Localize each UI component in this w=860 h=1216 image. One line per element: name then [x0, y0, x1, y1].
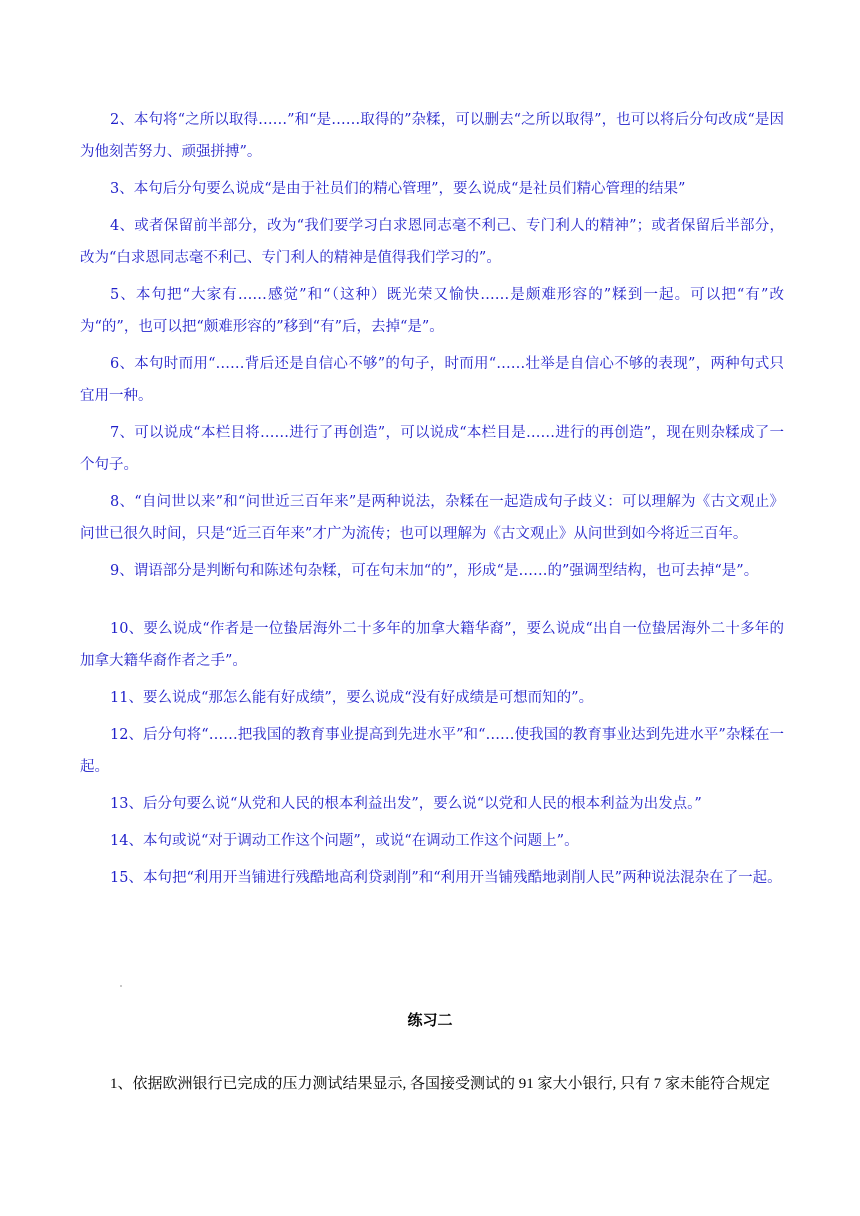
question-item: 1、依据欧洲银行已完成的压力测试结果显示, 各国接受测试的 91 家大小银行, 只有 7 家未能符合规定 [110, 1076, 771, 1092]
answer-item: 3、本句后分句要么说成“是由于社员们的精心管理”，要么说成“是社员们精心管理的结果” [110, 181, 686, 197]
answer-item: 8、“自问世以来”和“问世近三百年来”是两种说法，杂糅在一起造成句子歧义：可以理解为《古文观止》问世已很久时间，只是“近三百年来”才广为流传；也可以理解为《古文观止》从问世到如今将近三百年。 [80, 494, 784, 542]
answer-item: 5、本句把“大家有……感觉”和“（这种）既光荣又愉快……是颇难形容的”糅到一起。可以把“有”改为“的”，也可以把“颇难形容的”移到“有”后，去掉“是”。 [80, 287, 784, 335]
answer-item: 2、本句将“之所以取得……”和“是……取得的”杂糅，可以删去“之所以取得”，也可以将后分句改成“是因为他刻苦努力、顽强拼搏”。 [80, 112, 784, 160]
answer-item: 13、后分句要么说“从党和人民的根本利益出发”，要么说“以党和人民的根本利益为出发点。” [110, 796, 702, 812]
answer-item: 7、可以说成“本栏目将……进行了再创造”，可以说成“本栏目是……进行的再创造”，现在则杂糅成了一个句子。 [80, 425, 784, 473]
answer-item: 14、本句或说“对于调动工作这个问题”，或说“在调动工作这个问题上”。 [110, 833, 579, 849]
answer-item: 11、要么说成“那怎么能有好成绩”，要么说成“没有好成绩是可想而知的”。 [110, 690, 594, 706]
answer-item: 10、要么说成“作者是一位蛰居海外二十多年的加拿大籍华裔”，要么说成“出自一位蛰居海外二十多年的加拿大籍华裔作者之手”。 [80, 621, 784, 669]
answer-item: 4、或者保留前半部分，改为“我们要学习白求恩同志毫不利己、专门利人的精神”；或者保留后半部分，改为“白求恩同志毫不利己、专门利人的精神是值得我们学习的”。 [80, 218, 784, 266]
answer-item: 6、本句时而用“……背后还是自信心不够”的句子，时而用“……壮举是自信心不够的表现”，两种句式只宜用一种。 [80, 356, 784, 404]
section-title: 练习二 [407, 1011, 453, 1029]
answer-item: 15、本句把“利用开当铺进行残酷地高利贷剥削”和“利用开当铺残酷地剥削人民”两种说法混杂在了一起。 [110, 870, 782, 886]
answer-item: 12、后分句将“……把我国的教育事业提高到先进水平”和“……使我国的教育事业达到先进水平”杂糅在一起。 [80, 727, 784, 775]
answer-list [80, 104, 784, 899]
stray-dot [120, 985, 122, 987]
answer-item: 9、谓语部分是判断句和陈述句杂糅，可在句末加“的”，形成“是……的”强调型结构，也可去掉“是”。 [110, 563, 759, 579]
